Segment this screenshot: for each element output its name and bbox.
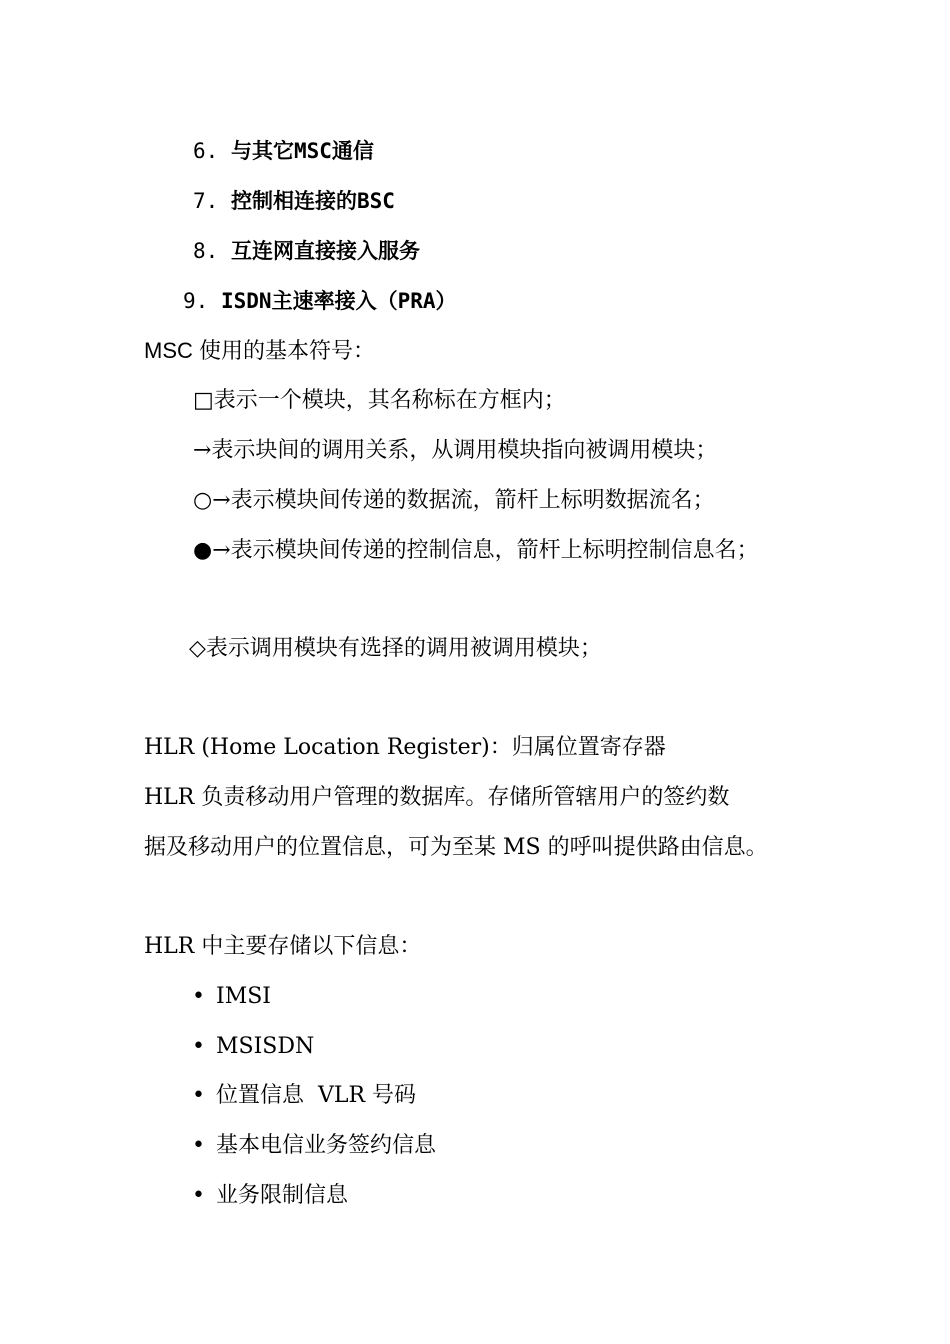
- numbered-item-7: [193, 186, 395, 216]
- list-item: [192, 1081, 416, 1111]
- item-text: 与其它MSC通信: [231, 139, 374, 163]
- item-number: 6.: [193, 139, 219, 163]
- numbered-item-9: [183, 286, 457, 316]
- list-item-text: 基本电信业务签约信息: [216, 1133, 437, 1158]
- list-item: [192, 1181, 348, 1211]
- hlr-description-line-1: HLR 负责移动用户管理的数据库。存储所管辖用户的签约数: [144, 785, 730, 810]
- item-number: 7.: [193, 189, 219, 213]
- symbol-arrow-description: →表示块间的调用关系，从调用模块指向被调用模块；: [193, 438, 718, 463]
- bullet-icon: •: [192, 1183, 205, 1208]
- symbol-control-description: ●→表示模块间传递的控制信息，箭杆上标明控制信息名；: [193, 538, 759, 563]
- list-item-text: 位置信息 VLR 号码: [216, 1083, 417, 1108]
- list-item: [192, 1131, 436, 1161]
- numbered-item-6: [193, 136, 374, 166]
- msc-symbols-heading: MSC 使用的基本符号：: [144, 338, 376, 363]
- hlr-description-line-2: 据及移动用户的位置信息，可为至某 MS 的呼叫提供路由信息。: [144, 835, 768, 860]
- list-item: [192, 1032, 314, 1062]
- list-item-text: 业务限制信息: [216, 1183, 349, 1208]
- list-item-text: IMSI: [216, 984, 271, 1009]
- list-item-text: MSISDN: [216, 1034, 315, 1059]
- item-number: 9.: [183, 289, 209, 313]
- bullet-icon: •: [192, 1133, 205, 1158]
- hlr-list-heading: HLR 中主要存储以下信息：: [144, 934, 422, 959]
- symbol-box-description: □表示一个模块，其名称标在方框内；: [193, 388, 566, 413]
- item-text: 控制相连接的BSC: [231, 189, 395, 213]
- hlr-title: HLR (Home Location Register)：归属位置寄存器: [144, 735, 666, 760]
- item-text: ISDN主速率接入（PRA）: [221, 289, 457, 313]
- bullet-icon: •: [192, 1034, 205, 1059]
- item-text: 互连网直接接入服务: [231, 239, 420, 263]
- item-number: 8.: [193, 239, 219, 263]
- symbol-diamond-description: ◇表示调用模块有选择的调用被调用模块；: [189, 636, 602, 661]
- symbol-dataflow-description: ○→表示模块间传递的数据流，箭杆上标明数据流名；: [193, 488, 715, 513]
- bullet-icon: •: [192, 984, 205, 1009]
- list-item: [192, 982, 271, 1012]
- bullet-icon: •: [192, 1083, 205, 1108]
- numbered-item-8: [193, 236, 420, 266]
